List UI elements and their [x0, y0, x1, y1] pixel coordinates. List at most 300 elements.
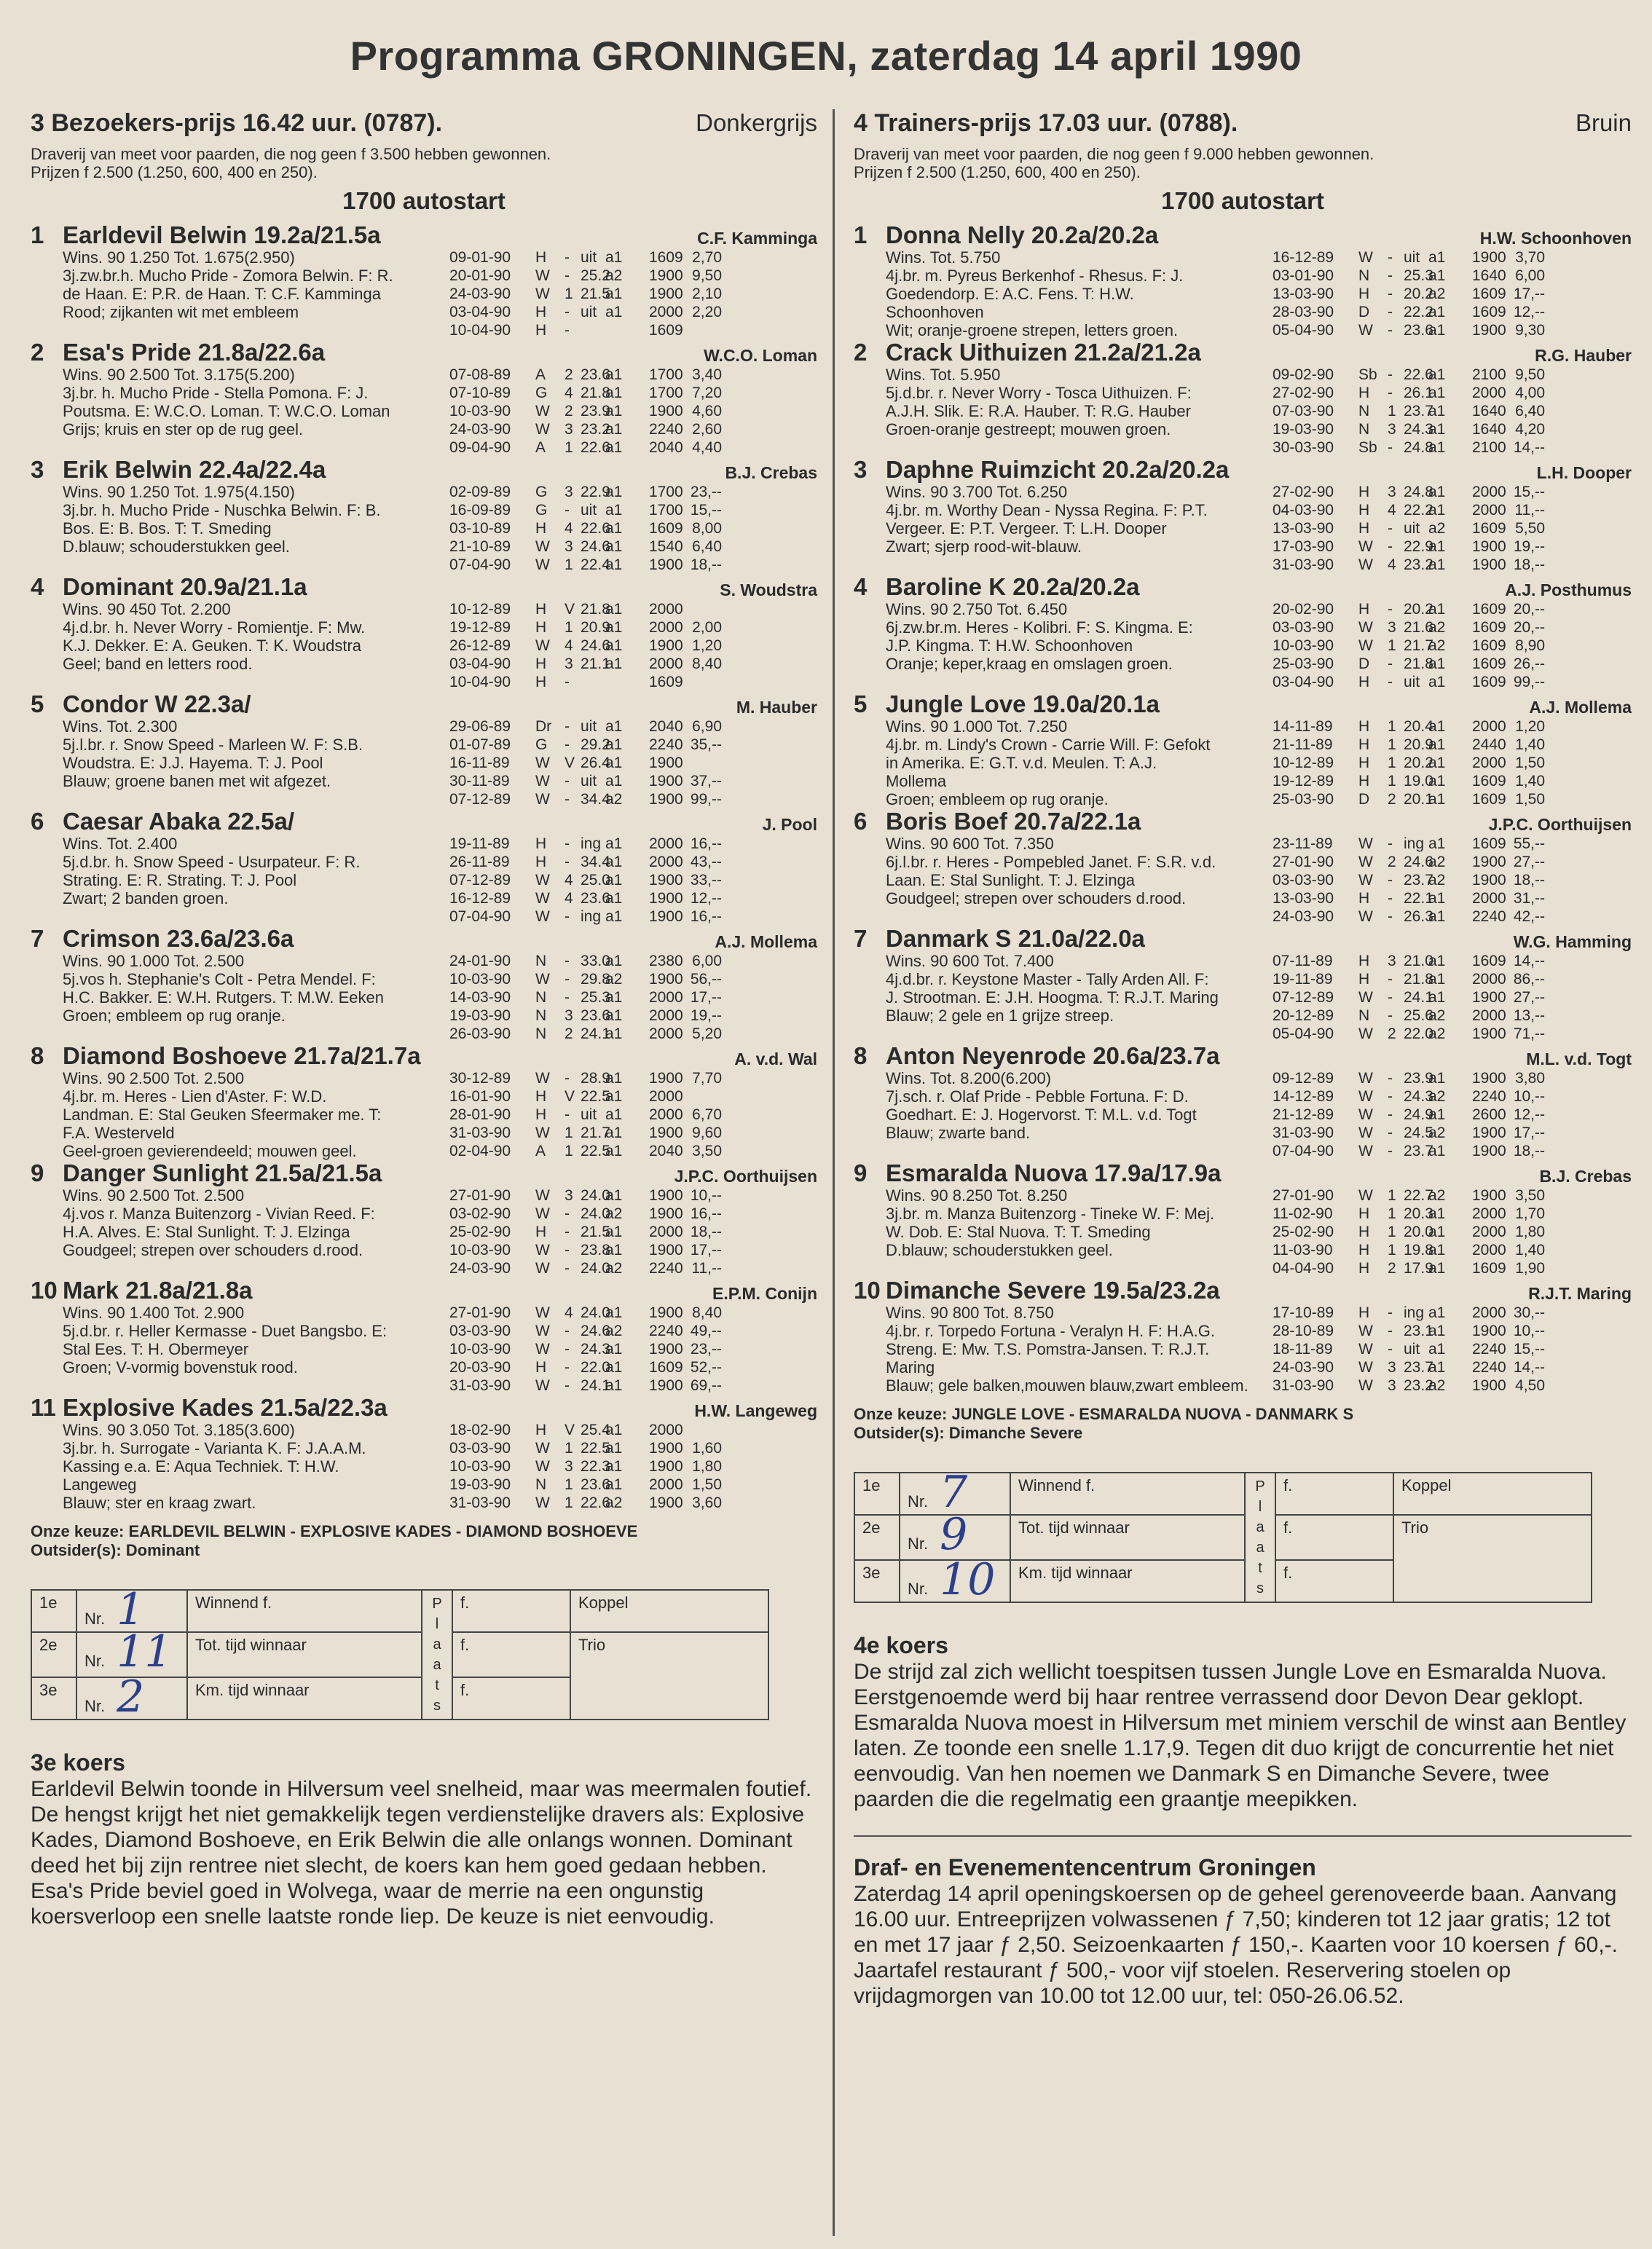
result-cell: a1: [605, 655, 623, 672]
result-cell: 99,--: [690, 791, 722, 808]
horse-body: [854, 600, 1632, 691]
our-choice-text: Onze keuze: EARLDEVIL BELWIN - EXPLOSIVE KADES - DIAMOND BOSHOEVE: [31, 1522, 638, 1540]
result-cell: 7,20: [692, 385, 722, 401]
tote-form: [31, 1584, 817, 1722]
result-cell: D: [1358, 791, 1370, 808]
result-cell: W: [1358, 249, 1373, 266]
horse-info-line: 5j.vos h. Stephanie's Colt - Petra Mendel. F:: [63, 970, 376, 988]
horse-info-line: Wins. 90 1.250 Tot. 1.675(2.950): [63, 248, 295, 267]
result-cell: a1: [1428, 304, 1446, 320]
result-cell: 2000: [649, 1422, 683, 1438]
result-cell: 1900: [649, 755, 683, 771]
result-cell: 1900: [649, 872, 683, 889]
result-cell: uit: [581, 249, 597, 266]
result-cell: H: [1358, 1242, 1370, 1259]
result-cell: 24.8: [1404, 484, 1433, 500]
result-row: [449, 835, 817, 853]
horse-entry: [854, 222, 1632, 339]
result-cell: H: [1358, 674, 1370, 690]
result-cell: 18,--: [690, 1224, 722, 1240]
result-row: [1273, 519, 1632, 537]
place-label: 2e: [31, 1632, 76, 1677]
result-cell: 10-03-90: [449, 971, 511, 988]
result-cell: a1: [1428, 403, 1446, 420]
handwritten-number: 10: [940, 1554, 996, 1605]
result-cell: 20.1: [1404, 791, 1433, 808]
result-cell: 24.1: [581, 1377, 610, 1394]
trainer-name: J.P.C. Oorthuijsen: [674, 1167, 817, 1186]
trainer-name: A. v.d. Wal: [734, 1049, 817, 1068]
race-description-line: Draverij van meet voor paarden, die nog geen f 3.500 hebben gewonnen.: [31, 145, 551, 163]
result-cell: a1: [605, 249, 623, 266]
result-cell: 20,--: [1513, 619, 1545, 636]
horse-info-line: Wins. 90 2.750 Tot. 6.450: [886, 600, 1068, 618]
result-row: [449, 402, 817, 420]
result-row: [449, 600, 817, 618]
horse-number: 5: [854, 690, 868, 717]
result-cell: 2,60: [692, 421, 722, 438]
result-cell: 6,70: [692, 1106, 722, 1123]
results-list: [1273, 600, 1632, 691]
result-cell: 22.5: [581, 1143, 610, 1159]
horse-header: [854, 1043, 1632, 1069]
result-cell: H: [535, 1106, 547, 1123]
result-cell: W: [535, 971, 550, 988]
result-cell: 19.8: [1404, 1242, 1433, 1259]
result-cell: a1: [1428, 791, 1446, 808]
result-cell: 1: [1388, 637, 1396, 654]
result-cell: 20,--: [1513, 601, 1545, 618]
result-cell: 03-03-90: [449, 1323, 511, 1339]
horse-info-line: 4j.br. m. Worthy Dean - Nyssa Regina. F: P.T.: [886, 501, 1208, 519]
result-row: [1273, 1186, 1632, 1205]
result-cell: 1,50: [1515, 791, 1545, 808]
horse-info-line: Wins. 90 450 Tot. 2.200: [63, 600, 231, 618]
result-cell: 1609: [1472, 637, 1506, 654]
nr-label: Nr.: [908, 1580, 929, 1598]
result-cell: 03-03-90: [1273, 872, 1334, 889]
result-cell: 22.6: [581, 1494, 610, 1511]
result-cell: 1900: [1472, 1070, 1506, 1087]
result-cell: -: [565, 1070, 570, 1087]
result-cell: 28-10-89: [1273, 1323, 1334, 1339]
horse-body: [854, 366, 1632, 457]
result-cell: 2000: [649, 1106, 683, 1123]
result-cell: W: [535, 421, 550, 438]
number-cell: [76, 1671, 187, 1722]
result-cell: 21.1: [581, 655, 610, 672]
result-cell: 34.4: [581, 854, 610, 870]
result-cell: W: [1358, 1025, 1373, 1042]
result-cell: a1: [1428, 655, 1446, 672]
result-cell: H: [1358, 385, 1370, 401]
horse-info-line: 3j.br. h. Surrogate - Varianta K. F: J.A.A.M.: [63, 1439, 366, 1457]
result-cell: 22.7: [1404, 1187, 1433, 1204]
result-cell: 07-12-89: [449, 791, 511, 808]
result-cell: 7,70: [692, 1070, 722, 1087]
result-cell: 8,40: [692, 1304, 722, 1321]
result-cell: H: [1358, 285, 1370, 302]
horse-info: [854, 1304, 1273, 1395]
result-cell: 24.0: [581, 1187, 610, 1204]
horse-info-line: Zwart; 2 banden groen.: [63, 889, 229, 907]
race-header: [854, 109, 1632, 138]
result-cell: 1: [565, 439, 573, 456]
result-cell: 28-01-90: [449, 1106, 511, 1123]
result-cell: 1,40: [1515, 1242, 1545, 1259]
result-cell: 31-03-90: [449, 1494, 511, 1511]
result-cell: 28-03-90: [1273, 304, 1334, 320]
result-cell: 24.6: [581, 637, 610, 654]
result-cell: a1: [605, 538, 623, 555]
result-cell: 8,40: [692, 655, 722, 672]
horse-number: 4: [854, 573, 868, 600]
result-row: [449, 537, 817, 556]
result-cell: 10-04-90: [449, 674, 511, 690]
result-cell: 24.6: [581, 538, 610, 555]
horse-info-line: Wins. 90 2.500 Tot. 2.500: [63, 1186, 245, 1205]
result-cell: a1: [1428, 1304, 1446, 1321]
result-cell: 3,70: [1515, 249, 1545, 266]
result-cell: 1609: [1472, 835, 1506, 852]
horse-info-line: Blauw; 2 gele en 1 grijze streep.: [886, 1007, 1114, 1025]
result-cell: 24.0: [581, 1205, 610, 1222]
horse-info-line: 4j.d.br. r. Keystone Master - Tally Arden All. F:: [886, 970, 1209, 988]
result-cell: W: [1358, 1088, 1373, 1105]
result-cell: 2000: [649, 989, 683, 1006]
horse-info-line: Wins. Tot. 5.750: [886, 248, 1001, 267]
result-cell: H: [1358, 755, 1370, 771]
result-cell: 20-03-90: [449, 1359, 511, 1376]
result-cell: 6,40: [692, 538, 722, 555]
result-row: [1273, 438, 1632, 457]
result-cell: 13-03-90: [1273, 890, 1334, 907]
result-cell: 2000: [1472, 1007, 1506, 1024]
result-cell: H: [535, 322, 547, 339]
result-cell: N: [535, 1025, 547, 1042]
horse-header: [854, 339, 1632, 366]
result-cell: H: [1358, 773, 1370, 789]
result-cell: 01-07-89: [449, 736, 511, 753]
result-cell: 1900: [1472, 854, 1506, 870]
horse-number: 10: [31, 1277, 58, 1304]
result-cell: 3: [565, 421, 573, 438]
results-list: [449, 717, 817, 808]
result-cell: 1700: [649, 502, 683, 519]
result-cell: 1900: [649, 1205, 683, 1222]
result-cell: 2240: [649, 421, 683, 438]
result-cell: a1: [1428, 1359, 1446, 1376]
horse-info-line: Groen-oranje gestreept; mouwen groen.: [886, 420, 1171, 438]
result-cell: [605, 321, 649, 339]
result-cell: 11-02-90: [1273, 1205, 1333, 1222]
result-cell: A: [535, 1143, 546, 1159]
result-cell: 1900: [1472, 249, 1506, 266]
result-cell: 03-03-90: [449, 1440, 511, 1457]
horse-info-line: Wins. 90 2.500 Tot. 2.500: [63, 1069, 245, 1087]
result-cell: N: [535, 953, 547, 969]
result-cell: 4: [565, 890, 573, 907]
result-cell: 2,70: [692, 249, 722, 266]
result-row: [1273, 655, 1632, 673]
trainer-name: R.G. Hauber: [1535, 346, 1632, 365]
result-cell: 22.2: [1404, 502, 1433, 519]
result-cell: [674, 600, 722, 618]
result-cell: a1: [605, 854, 623, 870]
result-cell: 1900: [649, 1341, 683, 1358]
result-cell: a1: [605, 601, 623, 618]
result-cell: 26-11-89: [449, 854, 510, 870]
result-cell: Sb: [1358, 439, 1377, 456]
horse-info-line: H.C. Bakker. E: W.H. Rutgers. T: M.W. Eeken: [63, 988, 384, 1007]
result-cell: 1900: [649, 1242, 683, 1259]
result-cell: D: [1358, 655, 1370, 672]
result-cell: 15,--: [690, 502, 722, 519]
result-row: [1273, 1007, 1632, 1025]
race-description-line: Draverij van meet voor paarden, die nog geen f 9.000 hebben gewonnen.: [854, 145, 1374, 163]
result-cell: H: [535, 674, 547, 690]
result-cell: 1900: [649, 1494, 683, 1511]
result-cell: 2000: [1472, 890, 1506, 907]
results-list: [1273, 1069, 1632, 1160]
result-cell: 2000: [1472, 1304, 1506, 1321]
result-cell: [581, 321, 605, 339]
result-cell: 31,--: [1513, 890, 1545, 907]
result-cell: a1: [605, 1359, 623, 1376]
result-cell: -: [1388, 249, 1393, 266]
horse-info-line: Rood; zijkanten wit met embleem: [63, 303, 299, 321]
result-cell: 09-12-89: [1273, 1070, 1334, 1087]
result-cell: 11,--: [1514, 502, 1545, 519]
result-cell: 22.0: [581, 1359, 610, 1376]
horse-info-line: 3j.zw.br.h. Mucho Pride - Zomora Belwin. F: R.: [63, 267, 393, 285]
result-cell: -: [1388, 1106, 1393, 1123]
result-row: [449, 717, 817, 736]
result-cell: a1: [1428, 674, 1446, 690]
result-cell: 1900: [1472, 1187, 1506, 1204]
horse-info-line: 4j.br. m. Heres - Lien d'Aster. F: W.D.: [63, 1087, 327, 1106]
horse-header: [31, 808, 817, 835]
result-cell: -: [1388, 872, 1393, 889]
result-cell: N: [1358, 403, 1370, 420]
result-cell: W: [1358, 538, 1373, 555]
result-cell: a1: [605, 1143, 623, 1159]
section-divider: [854, 1835, 1632, 1837]
horse-entry: [31, 1043, 817, 1160]
result-cell: W: [535, 556, 550, 573]
results-list: [1273, 248, 1632, 339]
horse-body: [31, 1304, 817, 1395]
result-cell: -: [1388, 322, 1393, 339]
horse-info-line: Poutsma. E: W.C.O. Loman. T: W.C.O. Loman: [63, 402, 390, 420]
horse-number: 6: [31, 808, 44, 835]
result-cell: ing: [1404, 1304, 1425, 1321]
results-list: [1273, 483, 1632, 574]
result-cell: 14-11-89: [1273, 718, 1333, 735]
result-cell: H: [535, 835, 547, 852]
result-row: [1273, 1124, 1632, 1142]
horse-header: [31, 222, 817, 248]
result-cell: 1609: [1472, 601, 1506, 618]
place-label: 3e: [854, 1560, 900, 1602]
result-cell: H: [535, 854, 547, 870]
result-cell: 26-03-90: [449, 1025, 511, 1042]
trainer-name: A.J. Posthumus: [1505, 580, 1632, 599]
result-row: [1273, 1358, 1632, 1376]
place-label: 1e: [854, 1473, 900, 1515]
horse-info-line: Wins. Tot. 2.400: [63, 835, 178, 853]
news-text: Zaterdag 14 april openingskoersen op de geheel gerenoveerde baan. Aanvang 16.00 uur. Entreeprijzen volwassenen ƒ 7,50; kinderen tot 12 jaar gratis; 12 tot en met 17 jaar ƒ 2,50. Seizoenkaarten ƒ 150,-. Kaarten voor 10 koersen ƒ 60,-. Jaartafel restaurant ƒ 500,- voor vijf stoelen. Reservering stoelen op vrijdagmorgen van 10.00 tot 12.00 uur, tel: 050-26.06.52.: [854, 1882, 1618, 2008]
result-cell: 14,--: [1513, 1359, 1545, 1376]
result-cell: -: [1388, 1124, 1393, 1141]
horse-entry: [31, 339, 817, 457]
horse-info: [854, 717, 1273, 808]
horse-info: [854, 366, 1273, 457]
result-cell: 25-02-90: [449, 1224, 511, 1240]
horse-title: [31, 1043, 421, 1069]
result-cell: -: [1388, 1304, 1393, 1321]
result-cell: 2000: [1472, 1224, 1506, 1240]
horse-name: Explosive Kades 21.5a/22.3a: [63, 1394, 388, 1421]
result-cell: 69,--: [690, 1377, 722, 1394]
horse-info-line: Landman. E: Stal Geuken Sfeermaker me. T:: [63, 1106, 382, 1124]
horse-info-line: Laan. E: Stal Sunlight. T: J. Elzinga: [886, 871, 1136, 889]
horse-info-line: Blauw; zwarte band.: [886, 1124, 1031, 1142]
race-description-line: Prijzen f 2.500 (1.250, 600, 400 en 250).: [31, 163, 318, 181]
horse-info-line: Groen; V-vormig bovenstuk rood.: [63, 1358, 298, 1376]
result-cell: 1900: [1472, 322, 1506, 339]
result-cell: 1: [1388, 773, 1396, 789]
result-cell: 23-11-89: [1273, 835, 1333, 852]
trainer-name: E.P.M. Conijn: [712, 1284, 817, 1303]
horse-number: 3: [854, 456, 868, 483]
result-cell: 3,50: [1515, 1187, 1545, 1204]
result-cell: 14-03-90: [449, 989, 511, 1006]
result-cell: 1900: [1472, 556, 1506, 573]
result-cell: 2240: [1472, 908, 1506, 925]
result-cell: -: [565, 773, 570, 789]
result-cell: 04-04-90: [1273, 1260, 1334, 1277]
horse-body: [31, 1421, 817, 1512]
result-cell: -: [565, 854, 570, 870]
result-cell: 2240: [649, 1260, 683, 1277]
result-cell: 21.8: [581, 601, 610, 618]
result-cell: 1900: [649, 1440, 683, 1457]
results-list: [1273, 1304, 1632, 1395]
horse-info: [31, 1069, 449, 1160]
commentary-title: 4e koers: [854, 1632, 948, 1658]
horse-info-line: 3j.br. m. Manza Buitenzorg - Tineke W. F: Mej.: [886, 1205, 1215, 1223]
result-cell: a1: [605, 1007, 623, 1024]
result-cell: a1: [605, 1242, 623, 1259]
result-cell: W: [535, 1494, 550, 1511]
result-cell: H: [1358, 1260, 1370, 1277]
time-label: Winnend f.: [187, 1590, 422, 1632]
result-row: [449, 438, 817, 457]
result-cell: [674, 1087, 722, 1106]
horse-body: [854, 1304, 1632, 1395]
result-cell: a2: [1428, 1187, 1446, 1204]
result-cell: -: [1388, 439, 1393, 456]
outsider-text: Outsider(s): Dimanche Severe: [854, 1424, 1083, 1442]
result-row: [1273, 1087, 1632, 1106]
horse-info-line: Grijs; kruis en ster op de rug geel.: [63, 420, 304, 438]
result-cell: -: [1388, 1070, 1393, 1087]
result-cell: 4,60: [692, 403, 722, 420]
horse-title: [31, 1160, 382, 1186]
result-cell: 25.2: [581, 267, 610, 284]
horse-title: [854, 691, 1160, 717]
result-cell: 20.0: [1404, 1224, 1433, 1240]
horse-info: [854, 952, 1273, 1043]
result-cell: 2000: [649, 1007, 683, 1024]
place-label: 1e: [31, 1590, 76, 1632]
horse-title: [31, 1395, 388, 1421]
result-cell: 25.6: [1404, 1007, 1433, 1024]
result-cell: H: [535, 1422, 547, 1438]
race-distance: 1700 autostart: [1161, 187, 1324, 214]
result-cell: 3: [565, 655, 573, 672]
result-cell: 2000: [649, 304, 683, 320]
horse-entry: [854, 457, 1632, 574]
horse-info-line: 6j.zw.br.m. Heres - Kolibri. F: S. Kingma. E:: [886, 618, 1193, 637]
horse-info-line: Bos. E: B. Bos. T: T. Smeding: [63, 519, 272, 537]
result-row: [449, 1340, 817, 1358]
result-row: [449, 519, 817, 537]
horse-info-line: in Amerika. E: G.T. v.d. Meulen. T: A.J.: [886, 754, 1157, 772]
result-cell: 1900: [649, 890, 683, 907]
result-cell: 1609: [649, 322, 683, 339]
horse-info-line: J. Strootman. E: J.H. Hoogma. T: R.J.T. Maring: [886, 988, 1219, 1007]
result-cell: a1: [1428, 322, 1446, 339]
result-cell: 1,50: [692, 1476, 722, 1493]
result-cell: 3: [1388, 421, 1396, 438]
result-cell: 27-01-90: [1273, 1187, 1334, 1204]
horse-name: Dominant 20.9a/21.1a: [63, 573, 307, 600]
result-cell: 25.3: [581, 989, 610, 1006]
result-cell: 1700: [649, 484, 683, 500]
horse-info-line: 7j.sch. r. Olaf Pride - Pebble Fortuna. F: D.: [886, 1087, 1189, 1106]
result-cell: 9,50: [692, 267, 722, 284]
result-cell: W: [535, 1260, 550, 1277]
result-cell: 17,--: [1513, 1124, 1545, 1141]
result-cell: 8,00: [692, 520, 722, 537]
horse-entry: [854, 1043, 1632, 1160]
result-cell: 9,30: [1515, 322, 1545, 339]
result-cell: 13,--: [1513, 1007, 1545, 1024]
result-cell: 03-04-90: [449, 304, 511, 320]
result-row: [449, 637, 817, 655]
race-color: Donkergrijs: [696, 109, 817, 136]
result-cell: 1900: [649, 637, 683, 654]
result-cell: 14-12-89: [1273, 1088, 1334, 1105]
result-cell: 29-06-89: [449, 718, 511, 735]
result-cell: a2: [1428, 619, 1446, 636]
result-cell: 2000: [1472, 971, 1506, 988]
time-label: Tot. tijd winnaar: [187, 1632, 422, 1677]
result-cell: a1: [1428, 249, 1446, 266]
result-cell: 22.5: [581, 1440, 610, 1457]
result-cell: a1: [605, 953, 623, 969]
result-cell: uit: [581, 304, 597, 320]
result-cell: 3: [1388, 1359, 1396, 1376]
result-cell: a1: [1428, 439, 1446, 456]
result-cell: 2,20: [692, 304, 722, 320]
result-cell: 23.7: [1404, 403, 1433, 420]
horse-entry: [31, 1277, 817, 1395]
result-cell: -: [565, 971, 570, 988]
result-cell: 04-03-90: [1273, 502, 1334, 519]
